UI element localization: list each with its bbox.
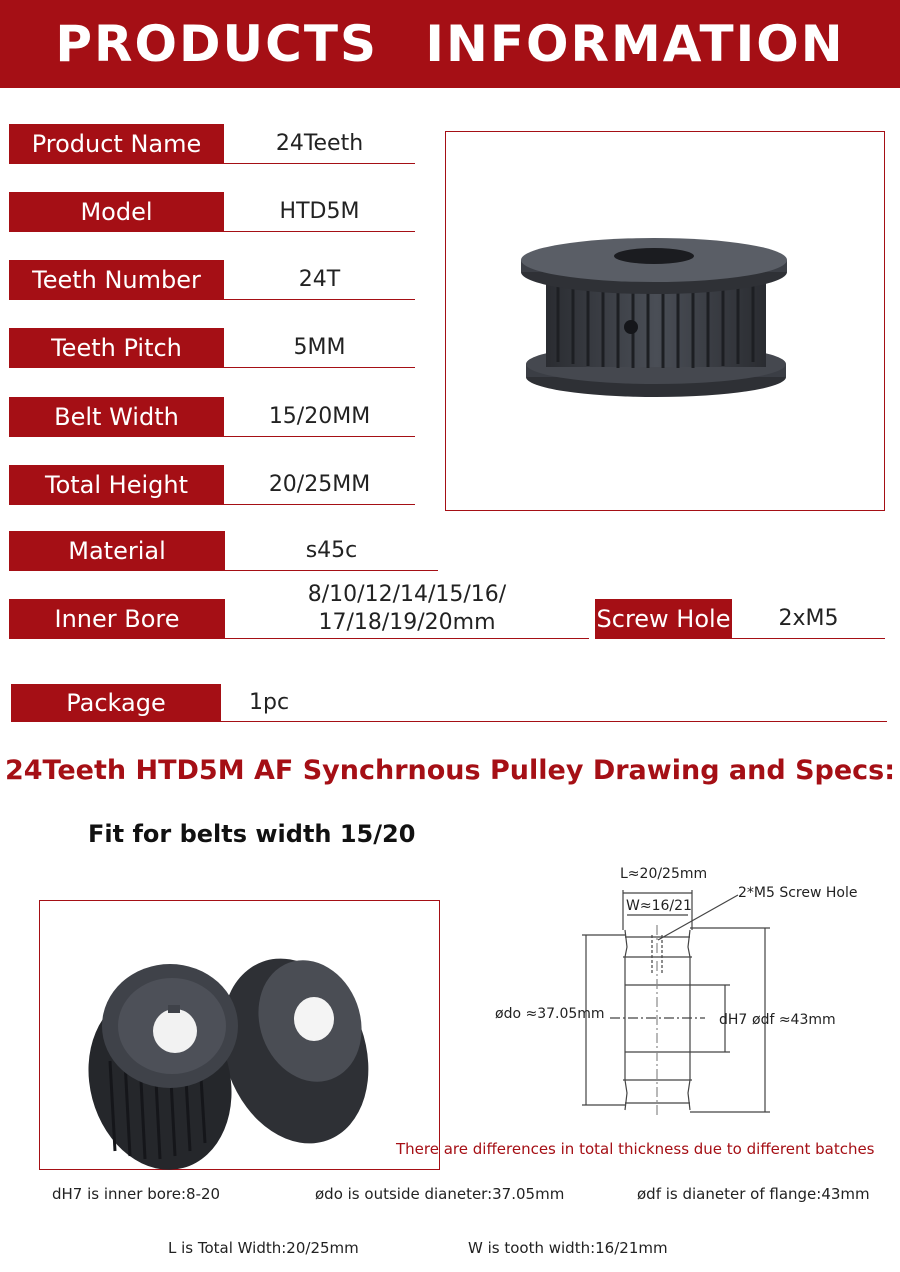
inner-bore-line-1: 8/10/12/14/15/16/ [307, 581, 507, 607]
pulley-pair-photo [40, 901, 441, 1171]
dim-do: ødo ≈37.05mm [495, 1006, 605, 1022]
legend-W: W is tooth width:16/21mm [468, 1239, 668, 1257]
spec-value: 2xM5 [732, 599, 885, 639]
header-banner [0, 0, 900, 88]
inner-bore-line-2: 17/18/19/20mm [318, 609, 496, 635]
dim-dH7: dH7 [719, 1012, 748, 1028]
spec-label: Product Name [9, 124, 224, 164]
page-title: PRODUCTS INFORMATION [55, 15, 845, 73]
spec-label: Teeth Pitch [9, 328, 224, 368]
spec-label: Screw Hole [595, 599, 732, 639]
spec-value: HTD5M [224, 192, 415, 232]
spec-row-teeth-pitch [9, 328, 415, 368]
fit-text: Fit for belts width 15/20 [88, 820, 416, 848]
spec-row-screw-hole [595, 599, 885, 639]
spec-row-material [9, 531, 438, 571]
drawing-heading: 24Teeth HTD5M AF Synchrnous Pulley Drawing and Specs: [4, 755, 896, 786]
dim-L: L≈20/25mm [620, 866, 708, 882]
pulley-photo [446, 132, 886, 512]
technical-drawing [490, 855, 890, 1130]
spec-value [225, 579, 589, 639]
batch-note: There are differences in total thickness due to different batches [396, 1140, 875, 1158]
product-photo-pair-frame [39, 900, 440, 1170]
legend-dh7: dH7 is inner bore:8-20 [52, 1185, 221, 1203]
dim-df: ødf ≈43mm [752, 1012, 836, 1028]
spec-row-model [9, 192, 415, 232]
spec-row-teeth-number [9, 260, 415, 300]
spec-label: Total Height [9, 465, 224, 505]
spec-value: 20/25MM [224, 465, 415, 505]
spec-row-product-name [9, 124, 415, 164]
spec-value: 1pc [221, 684, 887, 722]
spec-row-belt-width [9, 397, 415, 437]
spec-label: Inner Bore [9, 599, 225, 639]
legend-do: ødo is outside dianeter:37.05mm [315, 1185, 565, 1203]
spec-label: Teeth Number [9, 260, 224, 300]
legend-L: L is Total Width:20/25mm [168, 1239, 359, 1257]
spec-value: 5MM [224, 328, 415, 368]
legend-df: ødf is dianeter of flange:43mm [637, 1185, 870, 1203]
spec-value: 24T [224, 260, 415, 300]
spec-value: 24Teeth [224, 124, 415, 164]
spec-row-inner-bore [9, 581, 589, 639]
product-photo-frame [445, 131, 885, 511]
spec-label: Belt Width [9, 397, 224, 437]
spec-label: Model [9, 192, 224, 232]
spec-value: s45c [225, 531, 438, 571]
spec-value: 15/20MM [224, 397, 415, 437]
spec-label: Package [11, 684, 221, 722]
spec-label: Material [9, 531, 225, 571]
spec-row-total-height [9, 465, 415, 505]
screw-hole-callout: 2*M5 Screw Hole [738, 885, 858, 901]
dim-W: W≈16/21 [626, 898, 692, 914]
spec-row-package [11, 684, 887, 722]
